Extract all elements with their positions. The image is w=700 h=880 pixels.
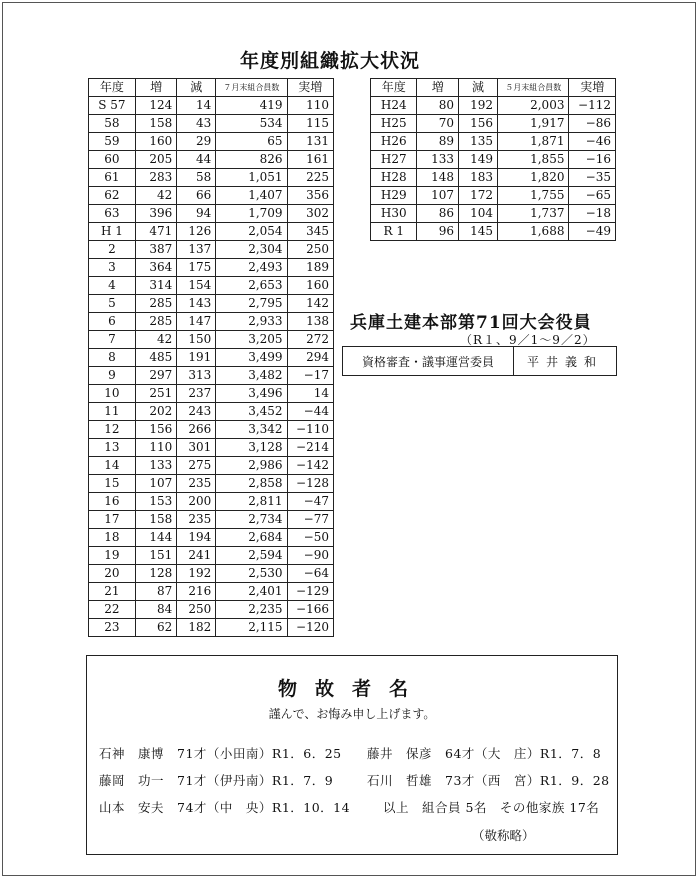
cell-decrease: 183 [459, 169, 498, 187]
table-row [89, 115, 334, 133]
cell-increase: 133 [417, 151, 459, 169]
header-year: 年度 [371, 79, 417, 97]
cell-decrease: 192 [459, 97, 498, 115]
table-row [89, 403, 334, 421]
cell-net: 138 [287, 313, 333, 331]
cell-increase: 96 [417, 223, 459, 241]
table-row [89, 511, 334, 529]
cell-net: −17 [287, 367, 333, 385]
cell-year: 9 [89, 367, 136, 385]
cell-member-total: 1,871 [498, 133, 569, 151]
cell-member-total: 826 [216, 151, 287, 169]
cell-increase: 153 [135, 493, 176, 511]
cell-net: −110 [287, 421, 333, 439]
cell-year: 11 [89, 403, 136, 421]
table-row [89, 385, 334, 403]
table-row [371, 169, 616, 187]
cell-increase: 144 [135, 529, 176, 547]
header-decrease: 減 [177, 79, 216, 97]
cell-year: 16 [89, 493, 136, 511]
cell-increase: 124 [135, 97, 176, 115]
cell-member-total: 2,734 [216, 511, 287, 529]
table-row [89, 583, 334, 601]
table-row [89, 601, 334, 619]
cell-year: 60 [89, 151, 136, 169]
cell-increase: 158 [135, 115, 176, 133]
cell-decrease: 135 [459, 133, 498, 151]
cell-decrease: 147 [177, 313, 216, 331]
cell-increase: 314 [135, 277, 176, 295]
cell-increase: 251 [135, 385, 176, 403]
cell-member-total: 2,493 [216, 259, 287, 277]
cell-decrease: 200 [177, 493, 216, 511]
cell-year: H24 [371, 97, 417, 115]
cell-net: 161 [287, 151, 333, 169]
cell-member-total: 2,115 [216, 619, 287, 637]
cell-net: 142 [287, 295, 333, 313]
cell-increase: 70 [417, 115, 459, 133]
cell-net: 272 [287, 331, 333, 349]
cell-decrease: 150 [177, 331, 216, 349]
cell-year: 23 [89, 619, 136, 637]
header-increase: 増 [417, 79, 459, 97]
cell-member-total: 2,304 [216, 241, 287, 259]
cell-year: H30 [371, 205, 417, 223]
cell-member-total: 2,811 [216, 493, 287, 511]
header-increase: 増 [135, 79, 176, 97]
cell-decrease: 145 [459, 223, 498, 241]
obituary-box [86, 655, 618, 855]
cell-member-total: 2,401 [216, 583, 287, 601]
cell-net: 250 [287, 241, 333, 259]
cell-decrease: 126 [177, 223, 216, 241]
cell-increase: 89 [417, 133, 459, 151]
table-row [371, 205, 616, 223]
cell-decrease: 216 [177, 583, 216, 601]
cell-increase: 148 [417, 169, 459, 187]
cell-year: 10 [89, 385, 136, 403]
cell-increase: 285 [135, 295, 176, 313]
cell-member-total: 1,688 [498, 223, 569, 241]
cell-increase: 285 [135, 313, 176, 331]
cell-net: −120 [287, 619, 333, 637]
cell-increase: 133 [135, 457, 176, 475]
cell-decrease: 301 [177, 439, 216, 457]
cell-net: −90 [287, 547, 333, 565]
officers-date: （R１、9／1〜9／2） [460, 333, 596, 347]
cell-decrease: 241 [177, 547, 216, 565]
cell-net: 225 [287, 169, 333, 187]
cell-increase: 297 [135, 367, 176, 385]
cell-decrease: 182 [177, 619, 216, 637]
cell-net: −65 [569, 187, 616, 205]
cell-year: 7 [89, 331, 136, 349]
table-row [89, 619, 334, 637]
cell-decrease: 237 [177, 385, 216, 403]
cell-member-total: 2,235 [216, 601, 287, 619]
table-row [89, 421, 334, 439]
cell-increase: 107 [135, 475, 176, 493]
cell-year: 22 [89, 601, 136, 619]
cell-net: −112 [569, 97, 616, 115]
table-row [371, 115, 616, 133]
table-row [89, 529, 334, 547]
obituary-summary: 以上 組合員 5名 その他家族 17名 [383, 800, 600, 815]
cell-decrease: 243 [177, 403, 216, 421]
cell-net: −16 [569, 151, 616, 169]
growth-table-right [370, 78, 616, 241]
cell-net: 115 [287, 115, 333, 133]
table-row [89, 133, 334, 151]
cell-year: 63 [89, 205, 136, 223]
cell-net: −166 [287, 601, 333, 619]
cell-member-total: 2,684 [216, 529, 287, 547]
cell-member-total: 2,653 [216, 277, 287, 295]
cell-decrease: 175 [177, 259, 216, 277]
cell-year: 8 [89, 349, 136, 367]
cell-increase: 42 [135, 331, 176, 349]
cell-net: −50 [287, 529, 333, 547]
cell-year: 19 [89, 547, 136, 565]
cell-member-total: 1,407 [216, 187, 287, 205]
cell-year: H26 [371, 133, 417, 151]
cell-member-total: 1,051 [216, 169, 287, 187]
cell-decrease: 14 [177, 97, 216, 115]
table-row [89, 457, 334, 475]
officers-title: 兵庫土建本部第71回大会役員 [350, 313, 592, 333]
cell-member-total: 3,452 [216, 403, 287, 421]
cell-member-total: 3,205 [216, 331, 287, 349]
cell-year: 2 [89, 241, 136, 259]
cell-decrease: 104 [459, 205, 498, 223]
table-row [89, 547, 334, 565]
page-title: 年度別組織拡大状況 [240, 50, 421, 72]
cell-increase: 87 [135, 583, 176, 601]
cell-increase: 128 [135, 565, 176, 583]
table-row [89, 313, 334, 331]
obituary-entry: 石神 康博 71才（小田南）R1．6．25 [99, 746, 342, 761]
cell-decrease: 58 [177, 169, 216, 187]
table-row [89, 439, 334, 457]
cell-year: H25 [371, 115, 417, 133]
cell-member-total: 1,855 [498, 151, 569, 169]
cell-year: 14 [89, 457, 136, 475]
cell-increase: 62 [135, 619, 176, 637]
cell-increase: 107 [417, 187, 459, 205]
obituary-title: 物故者名 [277, 678, 426, 700]
cell-net: 294 [287, 349, 333, 367]
cell-increase: 485 [135, 349, 176, 367]
cell-member-total: 1,709 [216, 205, 287, 223]
cell-net: −44 [287, 403, 333, 421]
cell-year: 59 [89, 133, 136, 151]
cell-increase: 80 [417, 97, 459, 115]
cell-member-total: 2,795 [216, 295, 287, 313]
cell-member-total: 3,342 [216, 421, 287, 439]
cell-increase: 86 [417, 205, 459, 223]
cell-net: −47 [287, 493, 333, 511]
cell-decrease: 156 [459, 115, 498, 133]
header-member-total: ５月末組合員数 [498, 79, 569, 97]
obituary-entry: 藤岡 功一 71才（伊丹南）R1．7．9 [99, 773, 334, 788]
cell-year: R 1 [371, 223, 417, 241]
cell-decrease: 149 [459, 151, 498, 169]
cell-net: −214 [287, 439, 333, 457]
table-header-row [371, 79, 616, 97]
header-year: 年度 [89, 79, 136, 97]
cell-decrease: 266 [177, 421, 216, 439]
cell-increase: 396 [135, 205, 176, 223]
cell-member-total: 1,737 [498, 205, 569, 223]
cell-decrease: 192 [177, 565, 216, 583]
cell-decrease: 137 [177, 241, 216, 259]
table-row [371, 187, 616, 205]
header-net: 実増 [287, 79, 333, 97]
cell-increase: 202 [135, 403, 176, 421]
table-row [371, 97, 616, 115]
table-row [89, 475, 334, 493]
cell-member-total: 3,496 [216, 385, 287, 403]
header-member-total: ７月末組合員数 [216, 79, 287, 97]
cell-net: 160 [287, 277, 333, 295]
officer-name: 平井義和 [526, 354, 603, 369]
cell-net: −64 [287, 565, 333, 583]
officers-box [342, 346, 617, 376]
cell-net: 14 [287, 385, 333, 403]
cell-decrease: 250 [177, 601, 216, 619]
cell-net: 189 [287, 259, 333, 277]
cell-net: −35 [569, 169, 616, 187]
cell-year: 3 [89, 259, 136, 277]
cell-year: 61 [89, 169, 136, 187]
cell-member-total: 2,054 [216, 223, 287, 241]
table-row [89, 331, 334, 349]
cell-year: 17 [89, 511, 136, 529]
table-row [371, 151, 616, 169]
cell-net: 131 [287, 133, 333, 151]
officer-role: 資格審査・議事運営委員 [343, 347, 514, 375]
cell-member-total: 2,933 [216, 313, 287, 331]
cell-decrease: 44 [177, 151, 216, 169]
table-row [89, 277, 334, 295]
table-header-row [89, 79, 334, 97]
cell-net: 302 [287, 205, 333, 223]
cell-year: H29 [371, 187, 417, 205]
table-row [89, 259, 334, 277]
table-row [89, 295, 334, 313]
table-row [89, 367, 334, 385]
header-net: 実増 [569, 79, 616, 97]
cell-net: −86 [569, 115, 616, 133]
cell-year: 62 [89, 187, 136, 205]
table-row [89, 493, 334, 511]
cell-net: −77 [287, 511, 333, 529]
cell-net: 345 [287, 223, 333, 241]
cell-decrease: 235 [177, 475, 216, 493]
cell-member-total: 2,986 [216, 457, 287, 475]
cell-net: 110 [287, 97, 333, 115]
table-row [89, 205, 334, 223]
cell-member-total: 3,128 [216, 439, 287, 457]
cell-member-total: 2,858 [216, 475, 287, 493]
cell-net: −142 [287, 457, 333, 475]
cell-decrease: 143 [177, 295, 216, 313]
table-row [89, 97, 334, 115]
cell-net: −46 [569, 133, 616, 151]
header-decrease: 減 [459, 79, 498, 97]
cell-decrease: 66 [177, 187, 216, 205]
cell-increase: 205 [135, 151, 176, 169]
table-row [89, 565, 334, 583]
cell-member-total: 1,820 [498, 169, 569, 187]
cell-year: 20 [89, 565, 136, 583]
cell-member-total: 2,003 [498, 97, 569, 115]
table-row [89, 223, 334, 241]
cell-net: 356 [287, 187, 333, 205]
obituary-entry: 石川 哲雄 73才（西 宮）R1．9．28 [367, 773, 610, 788]
cell-net: −49 [569, 223, 616, 241]
obituary-subtitle: 謹んで、お悔み申し上げます。 [268, 707, 436, 721]
cell-member-total: 419 [216, 97, 287, 115]
cell-year: 4 [89, 277, 136, 295]
cell-year: 15 [89, 475, 136, 493]
cell-member-total: 534 [216, 115, 287, 133]
table-row [371, 223, 616, 241]
table-row [89, 169, 334, 187]
cell-increase: 42 [135, 187, 176, 205]
cell-decrease: 191 [177, 349, 216, 367]
cell-increase: 84 [135, 601, 176, 619]
table-row [371, 133, 616, 151]
cell-member-total: 1,917 [498, 115, 569, 133]
table-row [89, 349, 334, 367]
table-row [89, 151, 334, 169]
obituary-entry: 山本 安夫 74才（中 央）R1．10．14 [99, 800, 351, 815]
cell-year: 18 [89, 529, 136, 547]
table-row [89, 241, 334, 259]
cell-year: H28 [371, 169, 417, 187]
cell-member-total: 1,755 [498, 187, 569, 205]
cell-member-total: 3,482 [216, 367, 287, 385]
cell-increase: 283 [135, 169, 176, 187]
cell-year: 12 [89, 421, 136, 439]
cell-year: H27 [371, 151, 417, 169]
cell-member-total: 3,499 [216, 349, 287, 367]
cell-increase: 471 [135, 223, 176, 241]
cell-decrease: 29 [177, 133, 216, 151]
cell-year: S 57 [89, 97, 136, 115]
cell-decrease: 172 [459, 187, 498, 205]
cell-net: −128 [287, 475, 333, 493]
cell-decrease: 94 [177, 205, 216, 223]
cell-member-total: 2,530 [216, 565, 287, 583]
cell-year: 5 [89, 295, 136, 313]
table-row [89, 187, 334, 205]
cell-year: 58 [89, 115, 136, 133]
cell-decrease: 154 [177, 277, 216, 295]
cell-decrease: 194 [177, 529, 216, 547]
cell-increase: 110 [135, 439, 176, 457]
cell-net: −129 [287, 583, 333, 601]
cell-increase: 158 [135, 511, 176, 529]
obituary-note: （敬称略） [472, 828, 535, 843]
cell-increase: 160 [135, 133, 176, 151]
cell-member-total: 65 [216, 133, 287, 151]
cell-year: 21 [89, 583, 136, 601]
cell-decrease: 313 [177, 367, 216, 385]
cell-increase: 156 [135, 421, 176, 439]
cell-member-total: 2,594 [216, 547, 287, 565]
cell-decrease: 235 [177, 511, 216, 529]
cell-year: 13 [89, 439, 136, 457]
cell-increase: 364 [135, 259, 176, 277]
cell-net: −18 [569, 205, 616, 223]
obituary-entry: 藤井 保彦 64才（大 庄）R1．7．8 [367, 746, 602, 761]
cell-year: 6 [89, 313, 136, 331]
growth-table-left [88, 78, 334, 637]
cell-decrease: 275 [177, 457, 216, 475]
cell-decrease: 43 [177, 115, 216, 133]
cell-year: H 1 [89, 223, 136, 241]
cell-increase: 151 [135, 547, 176, 565]
cell-increase: 387 [135, 241, 176, 259]
